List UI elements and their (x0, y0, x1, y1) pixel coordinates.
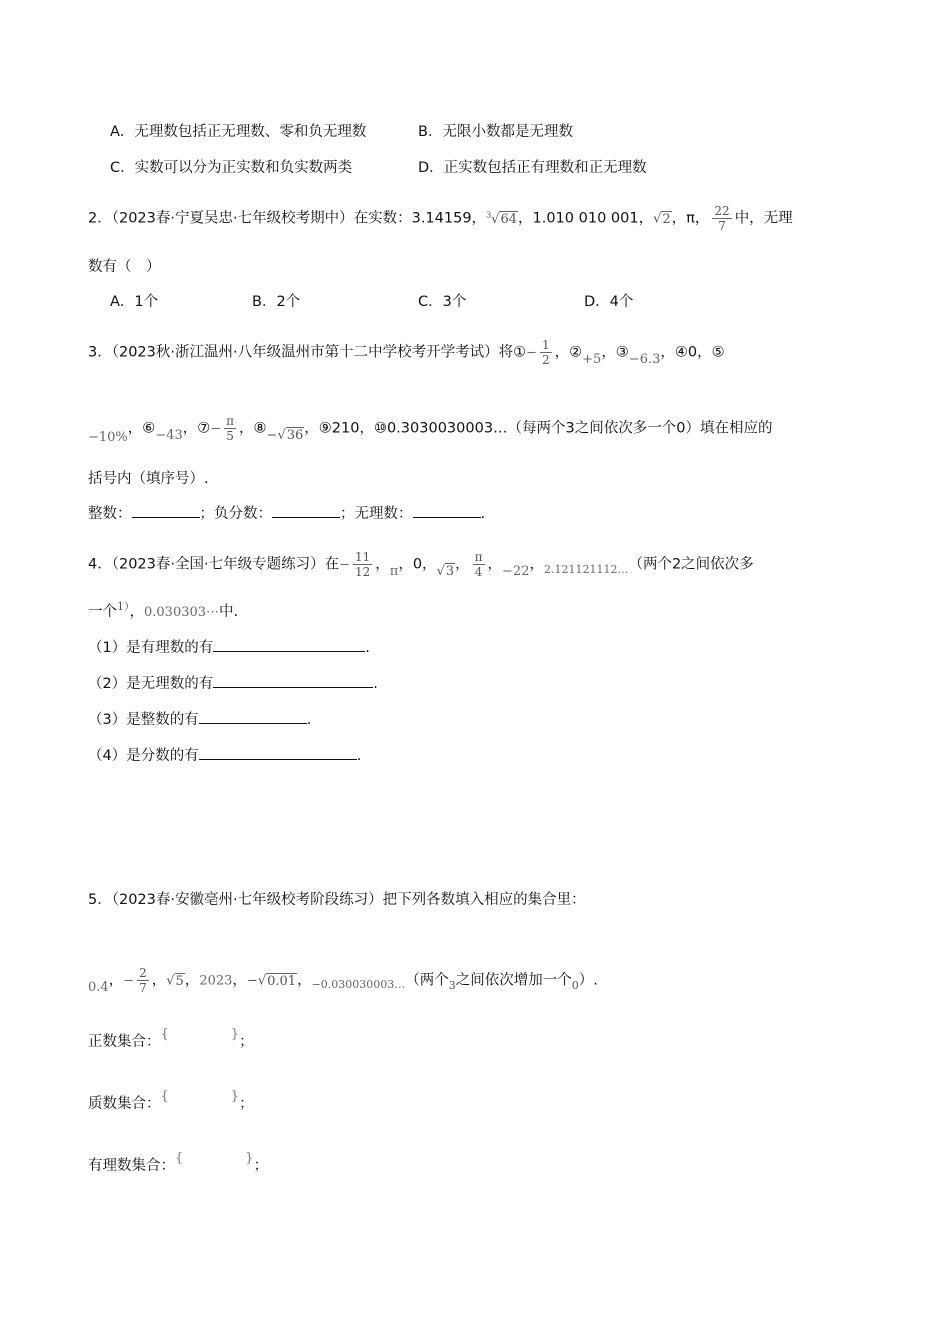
q4-fraction-2: $\frac{\pi}{4}$ (474, 550, 483, 579)
q5-stem: 5．（2023春·安徽亳州·七年级校考阶段练习）把下列各数填入相应的集合里： (88, 892, 586, 908)
q5-sqrt-001: −√0.01 (246, 973, 297, 989)
q5-sqrt-5: √5 (166, 973, 184, 989)
q2-option-d: D．4个 (584, 294, 634, 310)
q3-answer-line: 整数： ；负分数： ；无理数： . (88, 502, 485, 523)
q3-fraction-1: $\frac{1}{2}$ (542, 338, 550, 367)
q3-intro: 3．（2023秋·浙江温州·八年级温州市第十二中学校考开学考试）将① (88, 344, 527, 361)
q4-sqrt-3: √3 (436, 563, 455, 579)
q3-cont: 括号内（填序号）. (88, 471, 209, 487)
q4-stem: 4．（2023春·全国·七年级专题练习）在− $\frac{11}{12}$ ，π，0，√3， $\frac{\pi}{4}$ ，−22，$_{2.121121112\dots}$（两个2之间依次多 (88, 550, 754, 579)
positive-set: 正数集合：{ }； (88, 1027, 254, 1050)
q4-intro: 4．（2023春·全国·七年级专题练习）在 (88, 556, 340, 573)
integer-list-blank[interactable] (199, 709, 307, 724)
integer-blank[interactable] (132, 503, 200, 518)
irrational-list-blank[interactable] (213, 673, 373, 688)
q4-sub-2: （2）是无理数的有 . (88, 672, 378, 693)
q3-stem-2: −10%，⑥−43，⑦− $\frac{\pi}{5}$ ，⑧−√36，⑨210，⑩0.3030030003…（每两个3之间依次多一个0）填在相应的 (88, 414, 773, 445)
q4-fraction-1: $\frac{11}{12}$ (355, 550, 371, 579)
prime-set: 质数集合：{ }； (88, 1089, 254, 1112)
q4-sub-3: （3）是整数的有 . (88, 708, 311, 729)
q5-fraction: $\frac{2}{7}$ (139, 966, 147, 995)
q2-option-b: B．2个 (252, 294, 301, 310)
q2-cube-root: $^3$√64 (486, 210, 517, 227)
rational-set: 有理数集合：{ }； (88, 1151, 269, 1174)
q4-cont: 一个$^{1)}$，0.030303⋯中. (88, 600, 239, 620)
fraction-list-blank[interactable] (199, 745, 357, 760)
q2-option-c: C．3个 (418, 294, 467, 310)
irrational-blank[interactable] (413, 503, 481, 518)
q1-option-c: C．实数可以分为正实数和负实数两类 (110, 160, 353, 176)
q3-stem: 3．（2023秋·浙江温州·八年级温州市第十二中学校考开学考试）将①− $\frac{1}{2}$ ，②+5，③−6.3，④0，⑤ (88, 338, 725, 367)
q2-fraction: $\frac{22}{7}$ (714, 204, 730, 233)
q2-option-a: A．1个 (110, 294, 159, 310)
q2-intro: 2．（2023春·宁夏吴忠·七年级校考期中）在实数：3.14159， (88, 210, 487, 227)
rational-blank[interactable] (213, 637, 365, 652)
q2-cont: 数有（ ） (88, 259, 161, 275)
q1-option-b: B．无限小数都是无理数 (418, 124, 573, 140)
q5-numbers: 0.4，− $\frac{2}{7}$ ，√5，2023，−√0.01，$_{-0.030030003\dots}$（两个$_3$之间依次增加一个$_0$）. (88, 966, 598, 995)
negative-fraction-blank[interactable] (272, 503, 340, 518)
q4-sub-1: （1）是有理数的有 . (88, 636, 370, 657)
q2-stem: 2．（2023春·宁夏吴忠·七年级校考期中）在实数：3.14159，$^3$√64，1.010 010 001，√2，π， $\frac{22}{7}$ 中，无理 (88, 204, 793, 233)
q1-option-d: D．正实数包括正有理数和正无理数 (418, 160, 647, 176)
q2-sqrt: √2 (653, 211, 671, 227)
q4-sub-4: （4）是分数的有 . (88, 744, 361, 765)
q3-sqrt-36: −√36 (266, 427, 304, 443)
q1-option-a: A．无理数包括正无理数、零和负无理数 (110, 124, 367, 140)
q3-fraction-7: $\frac{\pi}{5}$ (226, 414, 235, 443)
